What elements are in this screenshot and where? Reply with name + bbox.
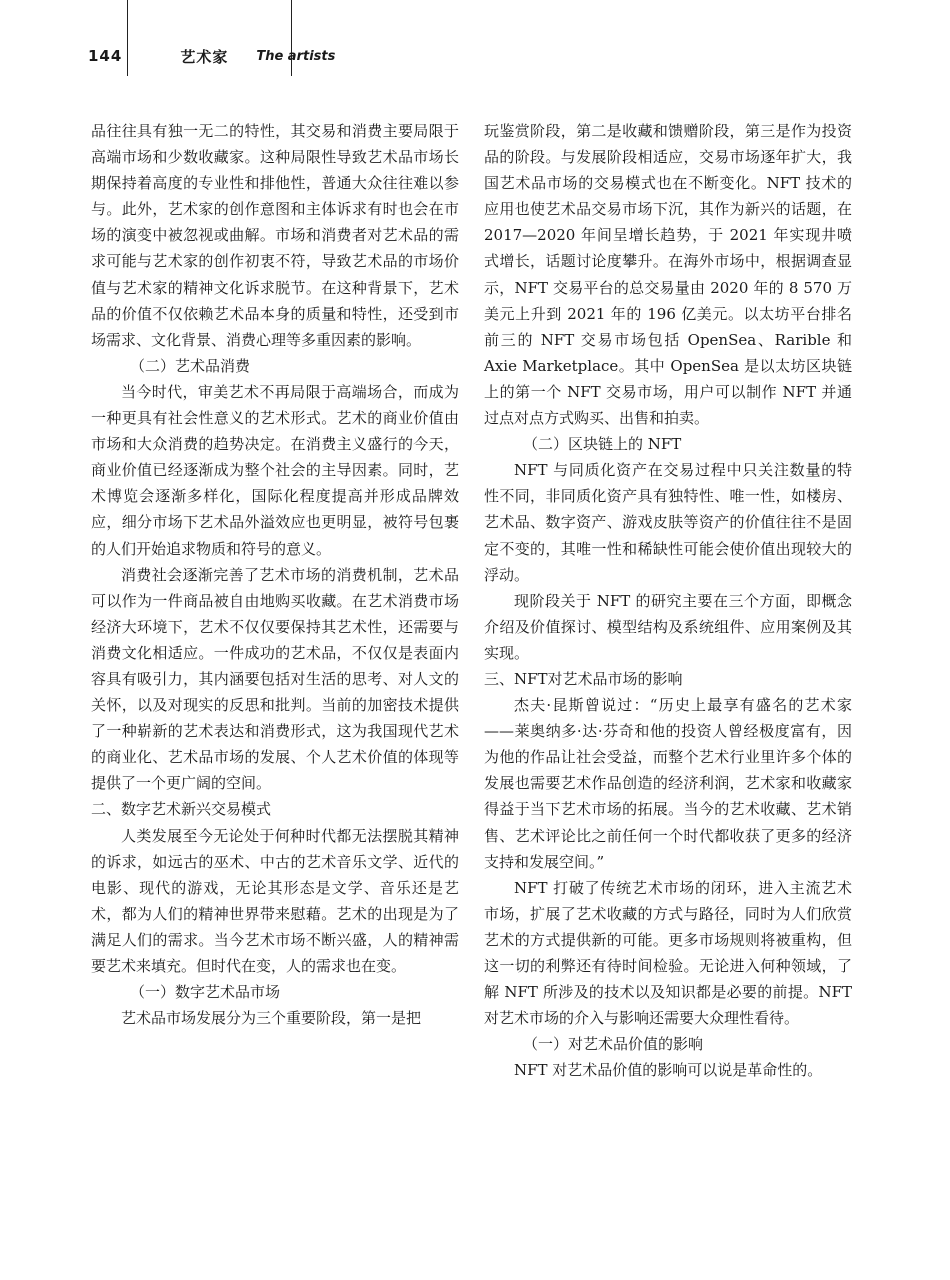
right-column [484,118,852,1083]
journal-name-en: The artists [256,48,336,64]
paragraph: 消费社会逐渐完善了艺术市场的消费机制，艺术品可以作为一件商品被自由地购买收藏。在艺术消费市场经济大环境下，艺术不仅仅要保持其艺术性，还需要与消费文化相适应。一件成功的艺术品，不仅仅是表面内容具有吸引力，其内涵要包括对生活的思考、对人文的关怀，以及对现实的反思和批判。当前的加密技术提供了一种崭新的艺术表达和消费形式，这为我国现代艺术的商业化、艺术品市场的发展、个人艺术价值的体现等提供了一个更广阔的空间。 [91,565,459,793]
subsection-heading: （一）数字艺术品市场 [130,983,281,1002]
paragraph: NFT 与同质化资产在交易过程中只关注数量的特性不同，非同质化资产具有独特性、唯一性，如楼房、艺术品、数字资产、游戏皮肤等资产的价值往往不是固定不变的，其唯一性和稀缺性可能会使价值出现较大的浮动。 [484,461,852,584]
paragraph: 人类发展至今无论处于何种时代都无法摆脱其精神的诉求，如远古的巫术、中古的艺术音乐文学、近代的电影、现代的游戏，无论其形态是文学、音乐还是艺术，都为人们的精神世界带来慰藉。艺术的出现是为了满足人们的需求。当今艺术市场不断兴盛，人的精神需要艺术来填充。但时代在变，人的需求也在变。 [91,826,459,975]
paragraph: 玩鉴赏阶段，第二是收藏和馈赠阶段，第三是作为投资品的阶段。与发展阶段相适应，交易市场逐年扩大，我国艺术品市场的交易模式也在不断变化。NFT 技术的应用也使艺术品交易市场下沉，其作为新兴的话题，在 2017—2020 年间呈增长趋势，于 2021 年实现井喷式增长，话题讨论度攀升。在海外市场中，根据调查显示，NFT 交易平台的总交易量由 2020 年的 8 570 万美元上升到 2021 年的 196 亿美元。以太坊平台排名前三的 NFT 交易市场包括 OpenSea、Rarible 和 Axie Marketplace。其中 OpenSea 是以太坊区块链上的第一个 NFT 交易市场，用户可以制作 NFT 并通过点对点方式购买、出售和拍卖。 [484,122,852,428]
paragraph: NFT 打破了传统艺术市场的闭环，进入主流艺术市场，扩展了艺术收藏的方式与路径，同时为人们欣赏艺术的方式提供新的可能。更多市场规则将被重构，但这一切的利弊还有待时间检验。无论进入何种领域，了解 NFT 所涉及的技术以及知识都是必要的前提。NFT 对艺术市场的介入与影响还需要大众理性看待。 [484,878,852,1028]
left-column [91,118,459,1031]
running-header [88,44,335,68]
paragraph: 品往往具有独一无二的特性，其交易和消费主要局限于高端市场和少数收藏家。这种局限性导致艺术品市场长期保持着高度的专业性和排他性，普通大众往往难以参与。此外，艺术家的创作意图和主体诉求有时也会在市场的演变中被忽视或曲解。市场和消费者对艺术品的需求可能与艺术家的创作初衷不符，导致艺术品的市场价值与艺术家的精神文化诉求脱节。在这种背景下，艺术品的价值不仅依赖艺术品本身的质量和特性，还受到市场需求、文化背景、消费心理等多重因素的影响。 [91,122,459,349]
paragraph: 艺术品市场发展分为三个重要阶段，第一是把 [121,1009,422,1028]
paragraph: NFT 对艺术品价值的影响可以说是革命性的。 [514,1061,823,1080]
paragraph: 当今时代，审美艺术不再局限于高端场合，而成为一种更具有社会性意义的艺术形式。艺术的商业价值由市场和大众消费的趋势决定。在消费主义盛行的今天，商业价值已经逐渐成为整个社会的主导因素。同时，艺术博览会逐渐多样化，国际化程度提高并形成品牌效应，细分市场下艺术品外溢效应也更明显，被符号包裹的人们开始追求物质和符号的意义。 [91,382,459,558]
section-heading: 二、数字艺术新兴交易模式 [91,800,272,819]
paragraph: 现阶段关于 NFT 的研究主要在三个方面，即概念介绍及价值探讨、模型结构及系统组件、应用案例及其实现。 [484,591,852,662]
journal-name: 艺术家 [180,47,229,66]
page-number: 144 [88,47,123,65]
section-heading: 三、NFT对艺术品市场的影响 [484,669,683,688]
subsection-heading: （二）区块链上的 NFT [523,435,682,454]
subsection-heading: （一）对艺术品价值的影响 [523,1035,704,1054]
paragraph: 杰夫·昆斯曾说过：“历史上最享有盛名的艺术家——莱奥纳多·达·芬奇和他的投资人曾经极度富有，因为他的作品让社会受益，而整个艺术行业里许多个体的发展也需要艺术作品创造的经济利润，艺术家和收藏家得益于当下艺术市场的拓展。当今的艺术收藏、艺术销售、艺术评论比之前任何一个时代都收获了更多的经济支持和发展空间。” [484,696,852,871]
subsection-heading: （二）艺术品消费 [130,356,251,375]
